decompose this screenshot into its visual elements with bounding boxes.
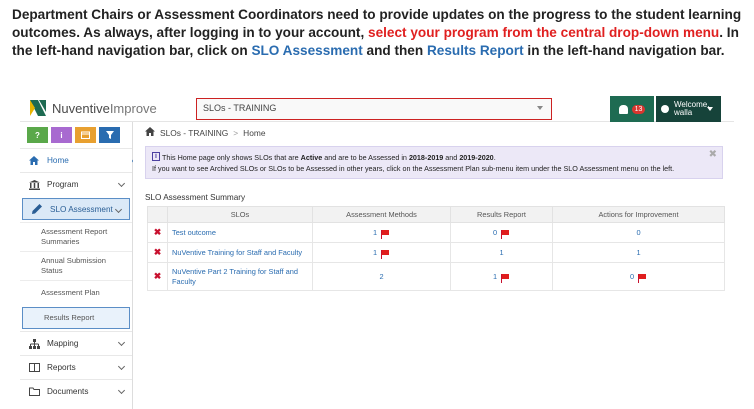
sidebar-item-slo-assessment[interactable] (22, 198, 130, 220)
slo-link[interactable]: Test outcome (168, 223, 313, 243)
sidebar-item-documents[interactable] (20, 379, 132, 403)
table-header: Actions for Improvement (553, 207, 725, 223)
section-title: SLO Assessment Summary (145, 193, 246, 202)
alert-text: and (443, 153, 460, 162)
flag-icon (501, 274, 510, 281)
info-alert (145, 146, 723, 179)
close-icon[interactable]: ✖ (708, 149, 717, 160)
results-count[interactable]: 1 (492, 272, 498, 281)
methods-count[interactable]: 1 (372, 228, 378, 237)
instruction-highlight-results: Results Report (426, 43, 524, 58)
table-header-mark (148, 207, 168, 223)
user-icon (661, 105, 669, 113)
sidebar-subitem-results-report[interactable]: Results Report (22, 307, 130, 329)
chevron-down-icon (118, 339, 125, 346)
chevron-down-icon (118, 180, 125, 187)
calendar-icon (81, 131, 90, 139)
folder-icon (28, 387, 40, 397)
methods-cell (313, 263, 451, 291)
results-cell (451, 263, 553, 291)
calendar-button[interactable] (75, 127, 96, 143)
table-row (148, 263, 725, 291)
bell-icon (619, 105, 628, 114)
actions-count[interactable]: 1 (636, 248, 641, 257)
sidebar-item-program[interactable] (20, 172, 132, 196)
user-labels (674, 101, 709, 117)
instruction-part: Department Chairs or Assessment Coordinators need to provide updates on the progress to the student learning outcomes. As always, after logging in to your account, (12, 7, 742, 40)
pencil-icon (31, 204, 43, 214)
alert-bold: Active (300, 153, 323, 162)
notification-badge: 13 (632, 105, 646, 114)
slo-link[interactable]: NuVentive Part 2 Training for Staff and Faculty (168, 263, 313, 291)
logo-brand: Nuventive (52, 100, 110, 116)
breadcrumb (145, 127, 266, 138)
table-row (148, 223, 725, 243)
program-select[interactable] (196, 98, 552, 120)
alert-text-line2: If you want to see Archived SLOs or SLOs to be Assessed in other years, click on the Assessment Plan sub-menu item under the SLO Assessment menu on the left. (152, 164, 675, 173)
instruction-part: . In the left-hand navigation bar, click on (12, 25, 739, 58)
alert-text: and are to be Assessed in (322, 153, 409, 162)
methods-count[interactable]: 1 (372, 248, 378, 257)
building-icon (28, 180, 40, 190)
help-button[interactable]: ? (27, 127, 48, 143)
chevron-down-icon (118, 387, 125, 394)
incomplete-x-icon: ✖ (148, 243, 168, 263)
home-icon (28, 156, 40, 166)
nuventive-logo-icon (30, 100, 46, 116)
actions-count[interactable]: 0 (636, 228, 641, 237)
results-cell (451, 223, 553, 243)
chevron-down-icon (118, 363, 125, 370)
home-icon[interactable] (145, 127, 155, 138)
flag-icon (638, 274, 647, 281)
sidebar-item-reports[interactable] (20, 355, 132, 379)
alert-text: . (493, 153, 496, 162)
alert-bold: 2019-2020 (459, 153, 494, 162)
results-count[interactable]: 0 (492, 228, 498, 237)
username: walla (674, 108, 693, 117)
sitemap-icon (28, 339, 40, 349)
breadcrumb-separator: > (233, 127, 239, 138)
welcome-label: Welcome, (674, 100, 710, 109)
sidebar-item-label: Mapping (47, 339, 79, 348)
instruction-text (12, 6, 747, 60)
logo-text (52, 101, 157, 116)
sidebar-item-label: SLO Assessment (50, 204, 113, 214)
actions-count[interactable]: 0 (629, 272, 635, 281)
methods-cell (313, 223, 451, 243)
chevron-down-icon (115, 206, 122, 213)
table-header-row (148, 207, 725, 223)
results-cell (451, 243, 553, 263)
flag-icon (381, 250, 390, 257)
sidebar-item-label: Program (47, 180, 79, 189)
filter-button[interactable] (99, 127, 120, 143)
main-content (133, 122, 734, 409)
user-menu[interactable] (656, 96, 721, 122)
breadcrumb-program[interactable]: SLOs - TRAINING (160, 127, 229, 138)
breadcrumb-current: Home (243, 127, 266, 138)
sidebar-item-home[interactable] (20, 148, 132, 172)
actions-cell (553, 243, 725, 263)
table-header: Assessment Methods (313, 207, 451, 223)
instruction-highlight-slo: SLO Assessment (251, 43, 363, 58)
app-screenshot (20, 96, 734, 409)
dropdown-caret-icon (537, 106, 543, 110)
instruction-part: and then (362, 43, 427, 58)
table-header: Results Report (451, 207, 553, 223)
instruction-highlight-red: select your program from the central drop-down menu (368, 25, 720, 40)
sidebar-subitem-assessment-plan[interactable]: Assessment Plan (20, 280, 132, 305)
actions-cell (553, 263, 725, 291)
sidebar-item-label: Documents (47, 387, 89, 396)
flag-icon (381, 230, 390, 237)
sidebar-subitem-assessment-report-summaries[interactable]: Assessment Report Summaries (20, 222, 132, 251)
actions-cell (553, 223, 725, 243)
info-icon: i (152, 152, 160, 161)
methods-cell (313, 243, 451, 263)
slo-summary-table (147, 206, 725, 291)
results-count[interactable]: 1 (499, 248, 504, 257)
info-button[interactable]: i (51, 127, 72, 143)
sidebar-item-label: Home (47, 156, 69, 165)
sidebar-subitem-annual-submission-status[interactable]: Annual Submission Status (20, 251, 132, 280)
filter-icon (106, 131, 114, 139)
quick-actions (20, 122, 132, 148)
sidebar-item-label: Reports (47, 363, 76, 372)
slo-link[interactable]: NuVentive Training for Staff and Faculty (168, 243, 313, 263)
columns-icon (28, 363, 40, 373)
instruction-part: in the left-hand navigation bar. (523, 43, 725, 58)
logo[interactable] (30, 100, 157, 116)
sidebar (20, 122, 133, 409)
logo-product: Improve (109, 100, 157, 116)
sidebar-item-mapping[interactable] (20, 331, 132, 355)
table-header: SLOs (168, 207, 313, 223)
alert-bold: 2018-2019 (408, 153, 444, 162)
alert-text: This Home page only shows SLOs that are (162, 153, 301, 162)
table-row (148, 243, 725, 263)
program-select-value: SLOs - TRAINING (203, 103, 277, 113)
flag-icon (501, 230, 510, 237)
methods-count[interactable]: 2 (379, 272, 384, 281)
top-bar (20, 96, 734, 122)
chevron-down-icon (707, 107, 713, 111)
incomplete-x-icon: ✖ (148, 263, 168, 291)
incomplete-x-icon: ✖ (148, 223, 168, 243)
notifications-button[interactable] (610, 96, 654, 122)
